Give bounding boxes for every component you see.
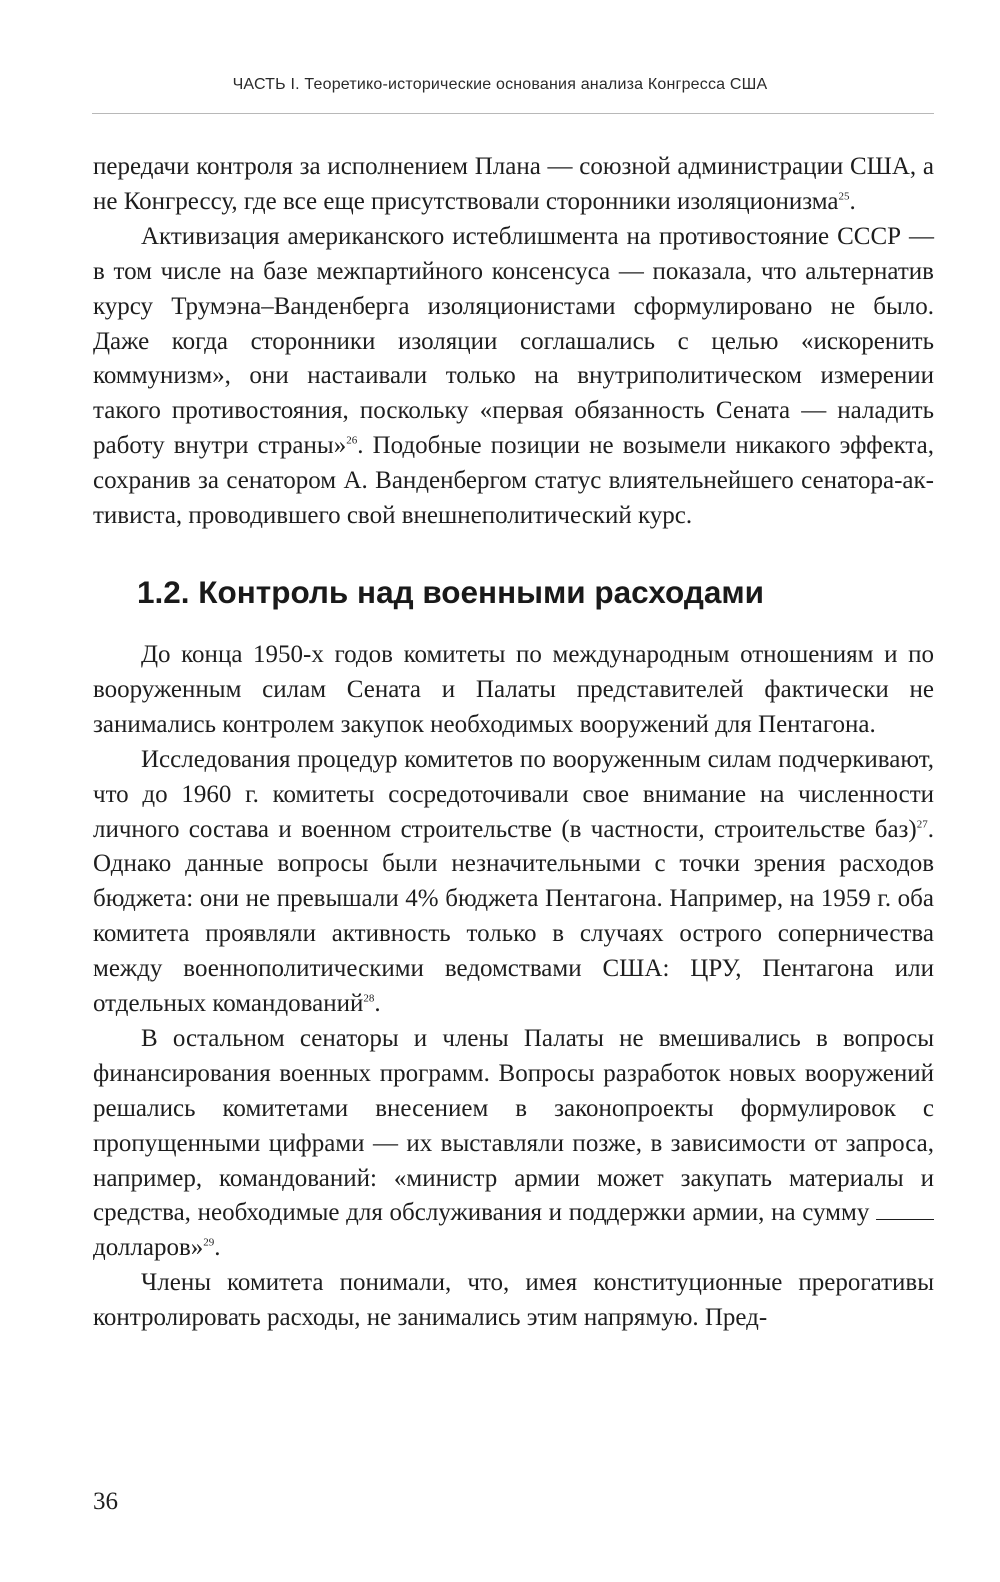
paragraph-2 — [93, 220, 934, 534]
paragraph-1 — [93, 150, 934, 220]
page-body — [93, 150, 934, 1336]
paragraph-text: . — [374, 990, 381, 1018]
paragraph-text: До конца 1950-х годов комитеты по международным отношениям и по вооруженным силам Сената и Палаты представителей фактически не занимались контролем закупок необходимых вооружений для Пентагона. — [93, 640, 934, 738]
paragraph-6 — [93, 1266, 934, 1336]
footnote-ref-27: 27 — [916, 818, 928, 831]
paragraph-text: В остальном сенаторы и члены Палаты не вмешивались в вопросы финансирования военных программ. Вопросы разработок новых вооружений решались комитетами внесением в законопроекты формулировок с пропущенными цифрами — их выставляли позже, в зависимости от запроса, например, командований: «министр армии может закупать материалы и средства, необходимые для обслуживания и поддержки армии, на сумму — [93, 1024, 934, 1227]
paragraph-text: . Подобные позиции не возымели никакого эффекта, сохранив за сенатором А. Ванденбергом статус влиятельнейшего сенатора-активиста, проводившего свой внешнеполитический курс. — [93, 432, 934, 530]
page-number: 36 — [93, 1488, 118, 1515]
paragraph-5 — [93, 1022, 934, 1266]
paragraph-text: Исследования процедур комитетов по вооруженным силам подчеркивают, что до 1960 г. комитеты сосредоточивали свое внимание на численности личного состава и военном строительстве (в частности, строительстве баз) — [93, 745, 934, 843]
paragraph-text: Члены комитета понимали, что, имея конституционные прерогативы контролировать расходы, не занимались этим напрямую. Пред- — [93, 1269, 934, 1332]
footnote-ref-29: 29 — [203, 1237, 215, 1250]
footnote-ref-28: 28 — [363, 992, 375, 1005]
running-header: ЧАСТЬ I. Теоретико-исторические основания анализа Конгресса США — [232, 76, 768, 93]
paragraph-text: долларов» — [93, 1234, 204, 1262]
paragraph-text: Активизация американского истеблишмента на противостояние СССР — в том числе на базе межпартийного консенсуса — показала, что альтернатив курсу Трумэна–Ванденберга изоляционистами сформулировано не было. Даже когда сторонники изоляции соглашались с целью «искоренить коммунизм», они настаивали только на внутриполитическом измерении такого противостояния, поскольку «первая обязанность Сената — наладить работу внутри страны» — [93, 222, 934, 460]
paragraph-3 — [93, 638, 934, 743]
header-divider — [92, 113, 934, 114]
paragraph-text: . Однако данные вопросы были незначительными с точки зрения расходов бюджета: они не превышали 4% бюджета Пентагона. Например, на 1959 г. оба комитета проявляли активность только в случаях острого соперничества между военнополитическими ведомствами США: ЦРУ, Пентагона или отдельных командований — [93, 815, 934, 1018]
footnote-ref-25: 25 — [838, 190, 850, 203]
section-heading: 1.2. Контроль над военными расходами — [137, 573, 765, 610]
paragraph-text: передачи контроля за исполнением Плана — союзной администрации США, а не Конгрессу, где все еще присутствовали сторонники изоляционизма — [93, 153, 934, 215]
paragraph-4 — [93, 743, 934, 1022]
paragraph-text: . — [849, 187, 856, 215]
footnote-ref-26: 26 — [346, 434, 358, 447]
blank-amount-line — [876, 1199, 934, 1220]
paragraph-text: . — [214, 1234, 221, 1262]
